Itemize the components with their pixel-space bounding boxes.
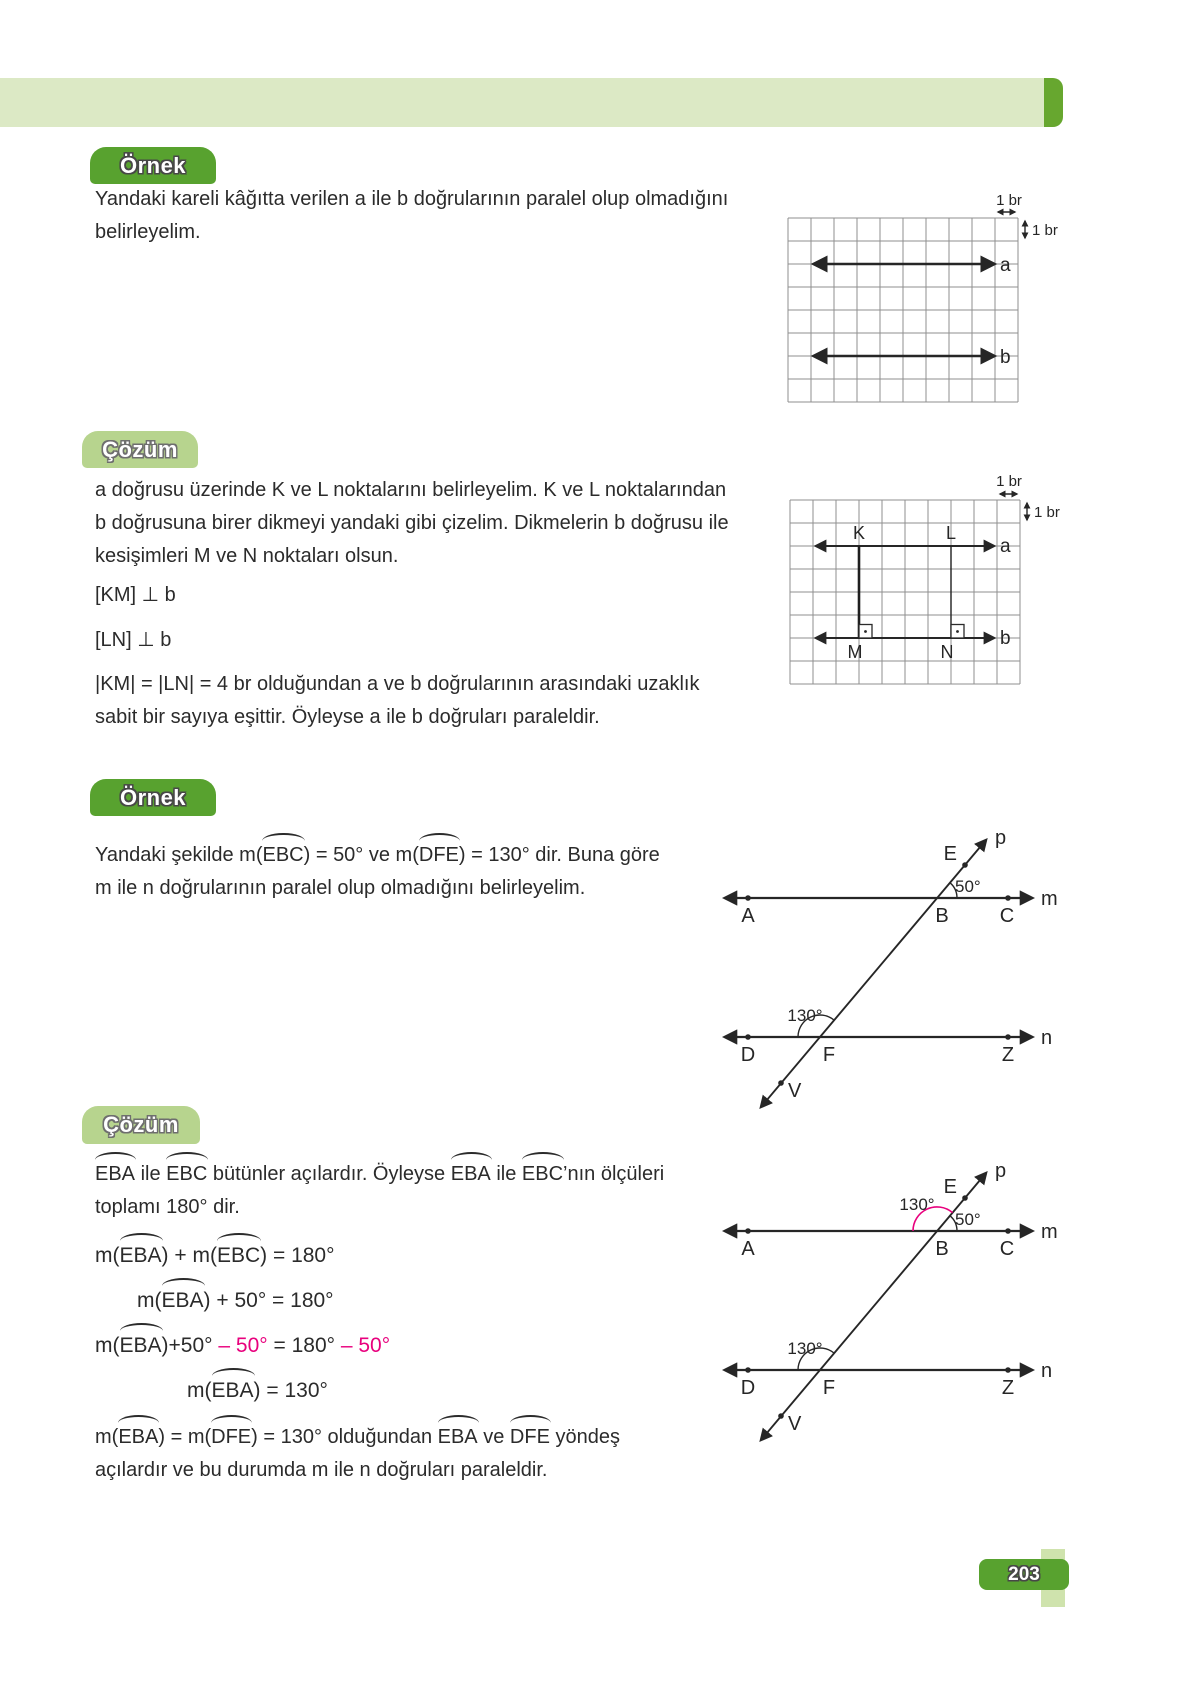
page-number: 203 [1008, 1563, 1040, 1585]
example2-line2: m ile n doğrularının paralel olup olmadığını belirleyelim. [95, 877, 586, 899]
grid2-line-b-label: b [1000, 628, 1011, 649]
point-v-dot [778, 1413, 784, 1419]
solution2-conclusion [95, 1421, 620, 1487]
transversal-diagram-solution [655, 1111, 1085, 1456]
label-b: B [935, 905, 949, 927]
text-part: ile [135, 1163, 167, 1185]
solution-badge-2 [82, 1106, 200, 1144]
point-z-dot [1005, 1034, 1011, 1040]
point-c-dot [1005, 1228, 1011, 1234]
label-f: F [822, 1377, 836, 1399]
header-bar [0, 78, 1046, 127]
solution-badge-1-label: Çözüm [102, 436, 178, 462]
text-part: ) + 50° = 180° [203, 1289, 334, 1312]
equation-2 [137, 1284, 334, 1317]
angle-ebc: EBC [522, 1158, 563, 1191]
grid2-point-m: M [847, 642, 863, 662]
equation-4 [187, 1374, 328, 1407]
label-d: D [740, 1377, 756, 1399]
point-e-dot [962, 1195, 968, 1201]
equation-1 [95, 1239, 335, 1272]
right-angle-dot-n [956, 630, 959, 633]
label-p: p [995, 827, 1007, 849]
grid-diagram-2 [770, 438, 1070, 700]
pink-term: – 50° [212, 1334, 268, 1357]
angle-eba: EBA [451, 1158, 491, 1191]
label-b: B [935, 1238, 949, 1260]
text-part: ) = 50° ve m( [303, 844, 419, 866]
grid2-grid-lines [790, 500, 1020, 684]
angle-eba: EBA [118, 1421, 158, 1454]
label-v: V [788, 1080, 802, 1102]
text-part: ) = m( [158, 1426, 212, 1448]
text-part: = 180° [267, 1334, 336, 1357]
example2-line1 [95, 839, 660, 872]
text-part: ) + m( [161, 1244, 217, 1267]
point-e-dot [962, 862, 968, 868]
angle-ebc: EBC [166, 1158, 207, 1191]
point-v-dot [778, 1080, 784, 1086]
label-m: m [1041, 888, 1058, 910]
example-badge-1-label: Örnek [119, 152, 187, 178]
solution2-line2: toplamı 180° dir. [95, 1196, 240, 1218]
angle-dfe: DFE [510, 1421, 550, 1454]
solution1-line5: sabit bir sayıya eşittir. Öyleyse a ile b doğruları paraleldir. [95, 706, 600, 728]
grid2-point-k: K [852, 523, 866, 543]
text-part: ’nın ölçüleri [563, 1163, 665, 1185]
example-badge-2 [90, 779, 216, 816]
solution1-line3: kesişimleri M ve N noktaları olsun. [95, 545, 399, 567]
text-part: ve [477, 1426, 510, 1448]
solution1-relation-ln: [LN] ⊥ b [95, 629, 172, 651]
label-m: m [1041, 1221, 1058, 1243]
label-p: p [995, 1160, 1007, 1182]
solution1-line4: |KM| = |LN| = 4 br olduğundan a ve b doğrularının arasındaki uzaklık [95, 673, 700, 695]
angle-dfe: DFE [419, 839, 459, 872]
label-angle-130: 130° [787, 1339, 823, 1358]
solution1-paragraph [95, 474, 729, 573]
solution1-line2: b doğrusuna birer dikmeyi yandaki gibi çizelim. Dikmelerin b doğrusu ile [95, 512, 729, 534]
text-part: ) = 130° [253, 1379, 328, 1402]
angle-eba: EBA [120, 1239, 162, 1272]
label-angle-130-pink: 130° [899, 1195, 935, 1214]
label-e: E [943, 1176, 957, 1198]
pink-term: – 50° [335, 1334, 391, 1357]
solution1-conclusion [95, 668, 699, 734]
label-z: Z [1001, 1377, 1015, 1399]
line-p-transversal [761, 1173, 986, 1440]
grid2-unit-h-label: 1 br [996, 473, 1022, 490]
angle-dfe: DFE [211, 1421, 251, 1454]
point-d-dot [745, 1367, 751, 1373]
angle-eba: EBA [212, 1374, 254, 1407]
text-part: m( [137, 1289, 162, 1312]
angle-eba: EBA [438, 1421, 478, 1454]
label-e: E [943, 843, 957, 865]
solution2-conclusion-line1 [95, 1421, 620, 1454]
label-a: A [741, 905, 755, 927]
example1-paragraph [95, 183, 728, 249]
solution-badge-1 [82, 431, 198, 468]
example1-line1: Yandaki kareli kâğıtta verilen a ile b doğrularının paralel olup olmadığını [95, 188, 729, 210]
text-part: yöndeş [549, 1426, 620, 1448]
example2-paragraph [95, 839, 660, 905]
angle-eba: EBA [120, 1329, 162, 1362]
grid2-point-l: L [945, 523, 957, 543]
text-part: m( [187, 1379, 212, 1402]
grid1-unit-v-label: 1 br [1032, 222, 1058, 239]
solution2-conclusion-line2: açılardır ve bu durumda m ile n doğruları paraleldir. [95, 1459, 548, 1481]
solution2-paragraph [95, 1158, 664, 1224]
label-f: F [822, 1044, 836, 1066]
text-part: m( [95, 1334, 120, 1357]
label-z: Z [1001, 1044, 1015, 1066]
grid1-unit-h-label: 1 br [996, 192, 1022, 209]
example-badge-2-label: Örnek [119, 784, 187, 810]
text-part: )+50° [161, 1334, 213, 1357]
angle-eba: EBA [95, 1158, 135, 1191]
angle-eba: EBA [162, 1284, 204, 1317]
grid1-line-b-label: b [1000, 347, 1011, 368]
label-angle-50: 50° [955, 1210, 981, 1229]
grid2-unit-v-label: 1 br [1034, 504, 1060, 521]
text-part: bütünler açılardır. Öyleyse [207, 1163, 451, 1185]
label-v: V [788, 1413, 802, 1435]
grid1-grid-lines [788, 218, 1018, 402]
page-number-badge [979, 1559, 1069, 1590]
grid-diagram-1 [770, 183, 1070, 418]
solution1-line1: a doğrusu üzerinde K ve L noktalarını belirleyelim. K ve L noktalarından [95, 479, 727, 501]
solution2-line1 [95, 1158, 664, 1191]
point-c-dot [1005, 895, 1011, 901]
grid2-line-a-label: a [1000, 536, 1011, 557]
header-bar-cap [1044, 78, 1063, 127]
example1-line2: belirleyelim. [95, 221, 201, 243]
solution1-relation-km: [KM] ⊥ b [95, 584, 176, 606]
line-p-transversal [761, 840, 986, 1107]
point-a-dot [745, 895, 751, 901]
label-a: A [741, 1238, 755, 1260]
grid1-line-a-label: a [1000, 255, 1011, 276]
right-angle-dot-m [864, 630, 867, 633]
grid2-point-n: N [940, 642, 954, 662]
label-d: D [740, 1044, 756, 1066]
label-n: n [1041, 1027, 1053, 1049]
label-angle-50: 50° [955, 877, 981, 896]
transversal-diagram-example [655, 778, 1085, 1123]
label-n: n [1041, 1360, 1053, 1382]
point-z-dot [1005, 1367, 1011, 1373]
example-badge-1 [90, 147, 216, 184]
text-part: Yandaki şekilde m( [95, 844, 263, 866]
label-angle-130: 130° [787, 1006, 823, 1025]
point-a-dot [745, 1228, 751, 1234]
equation-3 [95, 1329, 390, 1362]
text-part: ) = 130° dir. Buna göre [458, 844, 660, 866]
solution-badge-2-label: Çözüm [103, 1112, 179, 1137]
point-d-dot [745, 1034, 751, 1040]
text-part: ile [490, 1163, 522, 1185]
label-c: C [999, 905, 1015, 927]
text-part: m( [95, 1244, 120, 1267]
text-part: ) = 180° [260, 1244, 335, 1267]
text-part: ) = 130° olduğundan [251, 1426, 438, 1448]
text-part: m( [95, 1426, 119, 1448]
angle-ebc: EBC [217, 1239, 260, 1272]
angle-ebc: EBC [262, 839, 303, 872]
label-c: C [999, 1238, 1015, 1260]
